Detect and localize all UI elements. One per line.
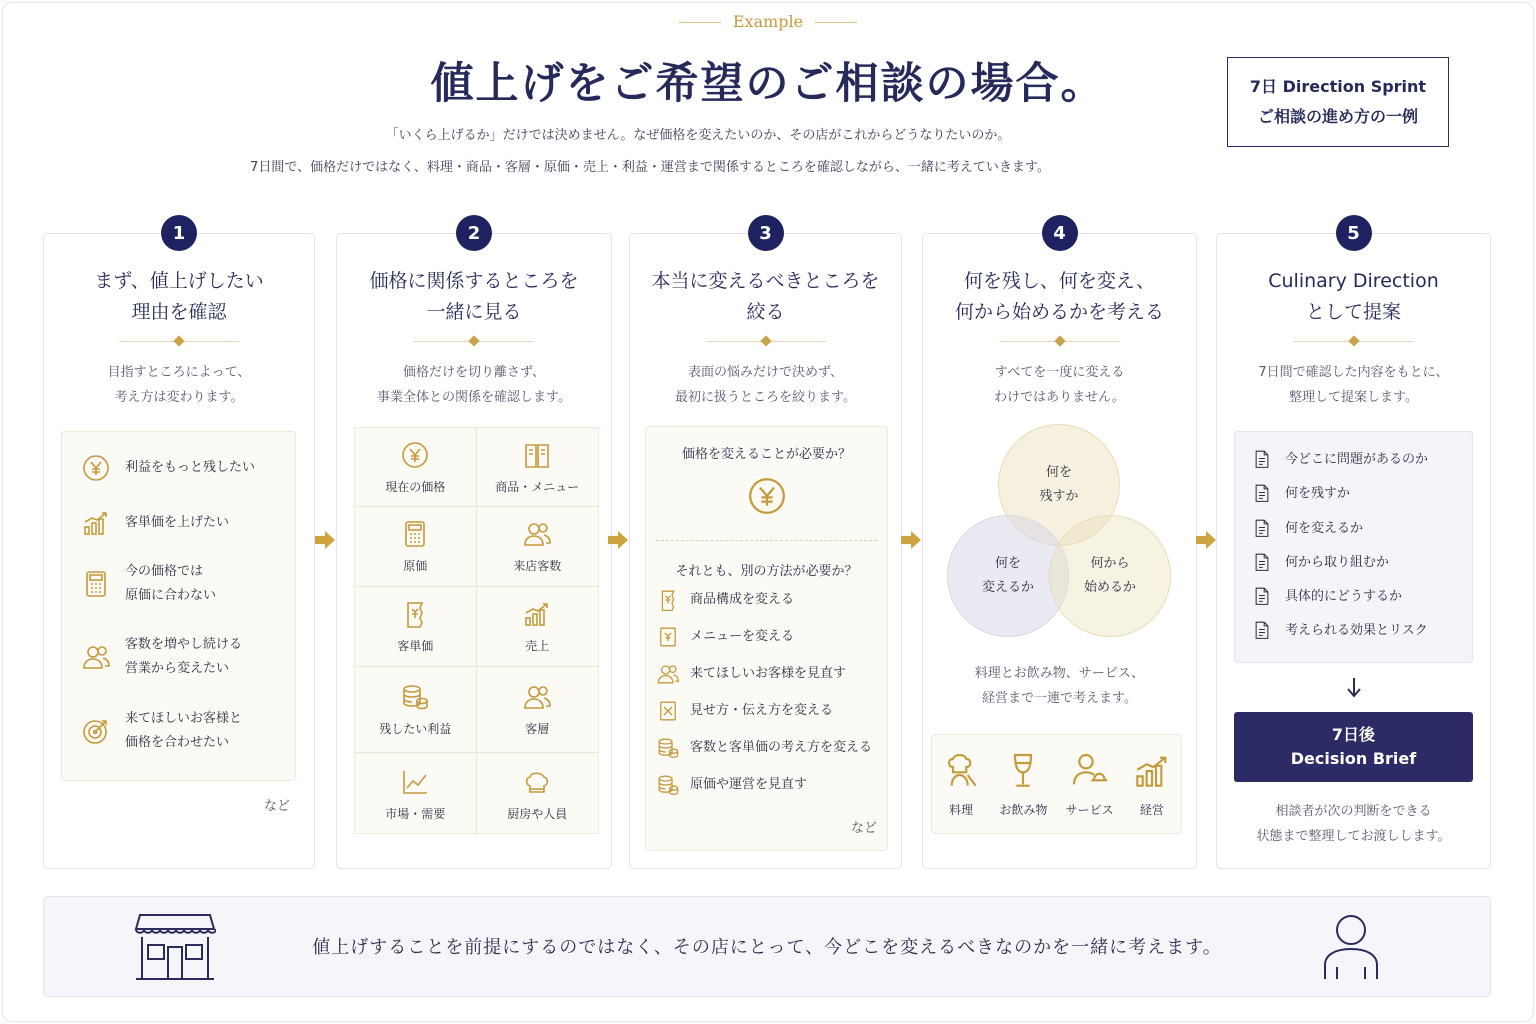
- customers-icon: [81, 642, 111, 672]
- options-panel: [645, 426, 888, 851]
- customers-icon: [522, 519, 552, 549]
- area-item: サービス: [1066, 751, 1114, 818]
- arrow-right-icon: [618, 531, 628, 549]
- title-separator: [1000, 335, 1120, 347]
- list-item: 商品構成を変える: [656, 588, 794, 612]
- arrow-right-icon: [325, 531, 335, 549]
- document-icon: [1251, 518, 1273, 540]
- step-card-1: [43, 222, 315, 869]
- list-item: 来てほしいお客様を見直す: [656, 662, 846, 686]
- grid-cell: 現在の価格: [355, 428, 477, 507]
- list-item: 見せ方・伝え方を変える: [656, 699, 833, 723]
- step-title-1: まず、値上げしたい 理由を確認: [94, 270, 264, 323]
- venn-change: 何を 変えるか: [947, 515, 1069, 637]
- list-item: 客数と客単価の考え方を変える: [656, 736, 872, 760]
- list-item: 具体的にどうするか: [1251, 585, 1402, 609]
- list-item: 今どこに問題があるのか: [1251, 448, 1428, 472]
- customers-icon: [656, 662, 680, 686]
- person-icon: [1322, 913, 1380, 981]
- coins-icon: [400, 682, 430, 712]
- step-number-5: 5: [1336, 215, 1372, 251]
- list-item: 何を残すか: [1251, 482, 1350, 506]
- bar-chart-icon: [1132, 751, 1172, 791]
- area-item: 経営: [1132, 751, 1172, 818]
- venn-start: 何から 始めるか: [1049, 515, 1171, 637]
- list-item: 今の価格では 原価に合わない: [81, 560, 216, 608]
- reasons-panel: [61, 431, 296, 781]
- chef-hat-icon: [522, 767, 552, 797]
- customers-icon: [522, 682, 552, 712]
- lead-line-1: 「いくら上げるか」だけでは決めません。なぜ価格を変えたいのか、その店がこれからどうなりたいのか。: [385, 128, 1011, 143]
- badge-line-2: ご相談の進め方の一例: [1257, 107, 1418, 126]
- factor-grid: [354, 427, 599, 834]
- grid-cell: 売上: [477, 587, 599, 667]
- arrow-down-icon: [1344, 676, 1364, 700]
- grid-cell: 客単価: [355, 587, 477, 667]
- step-subtitle-4: すべてを一度に変える わけではありません。: [994, 365, 1125, 405]
- list-item: 原価や運営を見直す: [656, 773, 807, 797]
- yen-circle-icon: [400, 440, 430, 470]
- eyebrow-label: Example: [0, 12, 1536, 31]
- coins-icon: [656, 736, 680, 760]
- target-icon: [81, 716, 111, 746]
- bar-chart-icon: [81, 508, 111, 538]
- step-number-2: 2: [456, 215, 492, 251]
- title-separator: [1294, 335, 1414, 347]
- list-item: 何から取り組むか: [1251, 551, 1389, 575]
- menu-book-icon: [522, 440, 552, 470]
- area-item: 料理: [941, 751, 981, 818]
- list-item: メニューを変える: [656, 625, 794, 649]
- proposal-panel: [1234, 431, 1473, 663]
- grid-cell: 商品・メニュー: [477, 428, 599, 507]
- arrow-right-icon: [911, 531, 921, 549]
- price-tag-icon: [400, 599, 430, 629]
- step-card-4: [922, 222, 1197, 869]
- arrow-right-icon: [1206, 531, 1216, 549]
- step-subtitle-5: 7日間で確認した内容をもとに、 整理して提案します。: [1258, 365, 1449, 405]
- grid-cell: 市場・需要: [355, 753, 477, 835]
- list-item: 考えられる効果とリスク: [1251, 619, 1428, 643]
- step-number-1: 1: [161, 215, 197, 251]
- sprint-badge: [1227, 57, 1449, 147]
- list-item: 何を変えるか: [1251, 517, 1363, 541]
- yen-circle-icon: [746, 475, 788, 517]
- calculator-icon: [81, 569, 111, 599]
- step-title-2: 価格に関係するところを 一緒に見る: [369, 270, 579, 323]
- grid-cell: 原価: [355, 507, 477, 587]
- area-item: お飲み物: [999, 751, 1047, 818]
- document-icon: [1251, 483, 1273, 505]
- coins-icon: [656, 773, 680, 797]
- display-icon: [656, 699, 680, 723]
- step-card-3: [629, 222, 902, 869]
- document-icon: [1251, 552, 1273, 574]
- bar-chart-icon: [522, 599, 552, 629]
- list-item: 利益をもっと残したい: [81, 453, 255, 483]
- grid-cell: 来店客数: [477, 507, 599, 587]
- document-icon: [1251, 620, 1273, 642]
- title-separator: [414, 335, 534, 347]
- service-icon: [1070, 751, 1110, 791]
- step-number-3: 3: [748, 215, 784, 251]
- step-card-5: [1216, 222, 1491, 869]
- step-subtitle-1: 目指すところによって、 考え方は変わります。: [107, 365, 251, 405]
- menu-card-icon: [656, 625, 680, 649]
- list-item: 客数を増やし続ける 営業から変えたい: [81, 633, 242, 681]
- price-tag-icon: [656, 588, 680, 612]
- summary-message: 値上げすることを前提にするのではなく、その店にとって、今どこを変えるべきなのかを一緒に考えます。: [312, 937, 1222, 958]
- calculator-icon: [400, 519, 430, 549]
- step-title-5: Culinary Direction として提案: [1268, 270, 1439, 323]
- yen-circle-icon: [81, 453, 111, 483]
- question-price: 価格を変えることが必要か？: [681, 447, 851, 462]
- step-title-3: 本当に変えるべきところを 絞る: [651, 270, 880, 323]
- step-number-4: 4: [1042, 215, 1078, 251]
- step-body-4: 料理とお飲み物、サービス、 経営まで一連で考えます。: [974, 666, 1145, 706]
- page-title: 値上げをご希望のご相談の場合。: [430, 59, 1106, 109]
- list-item: 来てほしいお客様と 価格を合わせたい: [81, 707, 242, 755]
- lead-line-2: 7日間で、価格だけではなく、料理・商品・客層・原価・売上・利益・運営まで関係するところを確認しながら、一緒に考えていきます。: [250, 160, 1050, 175]
- chef-icon: [941, 751, 981, 791]
- areas-panel: [931, 734, 1182, 834]
- badge-line-1: 7日 Direction Sprint: [1249, 77, 1427, 96]
- document-icon: [1251, 586, 1273, 608]
- venn-keep: 何を 残すか: [998, 424, 1120, 546]
- step-card-2: [336, 222, 612, 869]
- step-subtitle-2: 価格だけを切り離さず、 事業全体との関係を確認します。: [377, 365, 571, 405]
- dashed-divider: [656, 540, 877, 541]
- question-other: それとも、別の方法が必要か？: [675, 564, 858, 579]
- etc-note: など: [264, 799, 291, 814]
- document-icon: [1251, 449, 1273, 471]
- title-separator: [119, 335, 239, 347]
- step-subtitle-3: 表面の悩みだけで決めず、 最初に扱うところを絞ります。: [675, 365, 856, 405]
- etc-note: など: [851, 821, 878, 836]
- step-footer-5: 相談者が次の判断をできる 状態まで整理してお渡しします。: [1256, 804, 1451, 844]
- title-separator: [706, 335, 826, 347]
- wine-glass-icon: [1003, 751, 1043, 791]
- summary-bar: [43, 896, 1491, 997]
- step-title-4: 何を残し、何を変え、 何から始めるかを考える: [954, 270, 1164, 323]
- grid-cell: 残したい利益: [355, 667, 477, 753]
- line-chart-icon: [400, 767, 430, 797]
- decision-brief: 7日後 Decision Brief: [1234, 712, 1473, 782]
- grid-cell: 厨房や人員: [477, 753, 599, 835]
- grid-cell: 客層: [477, 667, 599, 753]
- list-item: 客単価を上げたい: [81, 508, 229, 538]
